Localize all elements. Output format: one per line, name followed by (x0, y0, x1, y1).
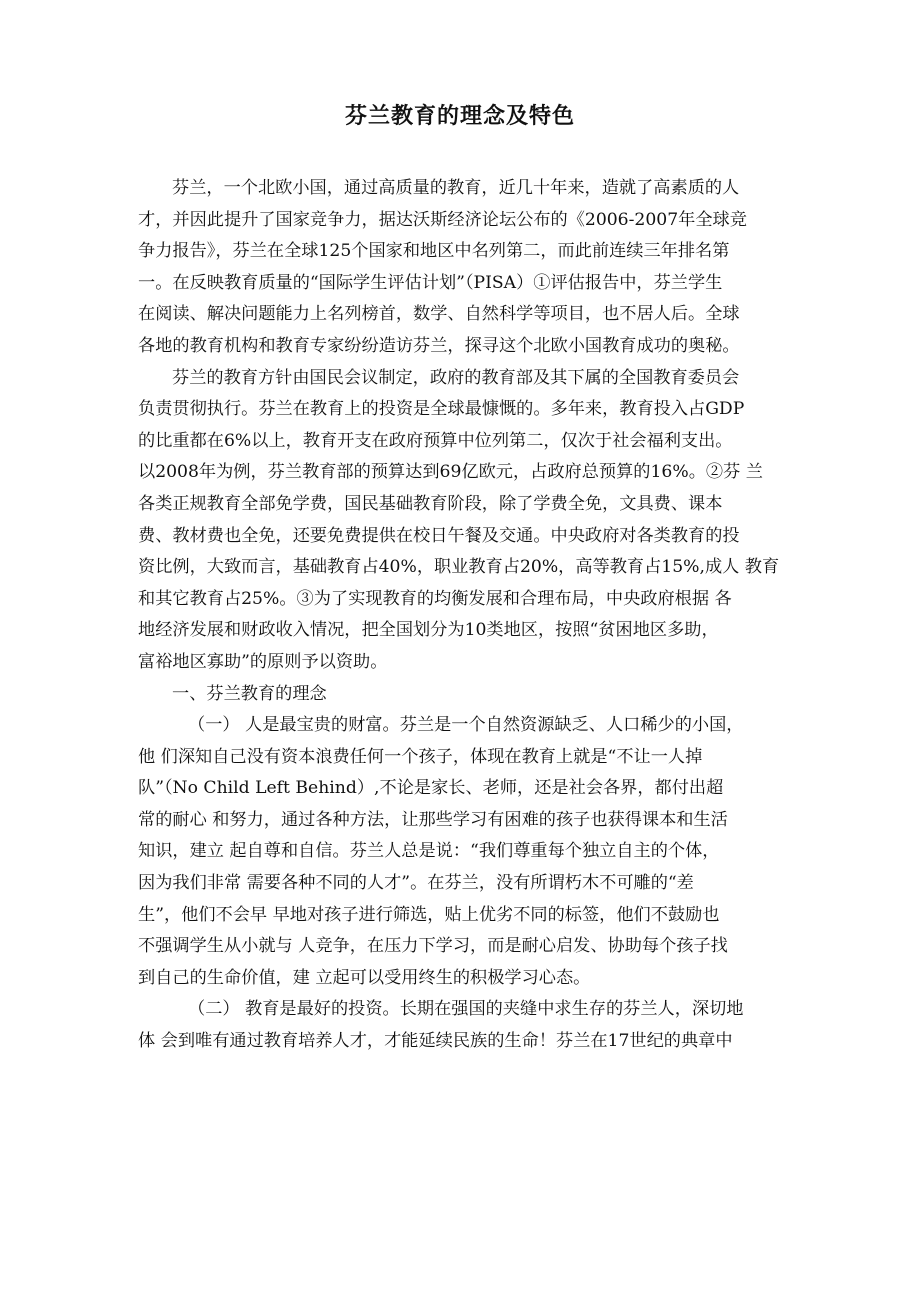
paragraph-line: 因为我们非常 需要各种不同的人才”。在芬兰，没有所谓朽木不可雕的“差 (138, 873, 694, 894)
paragraph-line: 芬兰的教育方针由国民会议制定，政府的教育部及其下属的全国教育委员会 (172, 367, 740, 388)
paragraph-line: 到自己的生命价值，建 立起可以受用终生的积极学习心态。 (138, 967, 591, 988)
document-title: 芬兰教育的理念及特色 (344, 103, 575, 129)
paragraph-line: 在阅读、解决问题能力上名列榜首，数学、自然科学等项目，也不居人后。全球 (138, 304, 740, 325)
paragraph-line: 各类正规教育全部免学费，国民基础教育阶段，除了学费全免，文具费、课本 (138, 493, 723, 514)
paragraph-line: 不强调学生从小就与 人竞争，在压力下学习，而是耐心启发、协助每个孩子找 (138, 936, 728, 957)
paragraph-line: 一。在反映教育质量的“国际学生评估计划”（PISA）①评估报告中，芬兰学生 (138, 272, 723, 293)
paragraph-line: 各地的教育机构和教育专家纷纷造访芬兰，探寻这个北欧小国教育成功的奥秘。 (138, 335, 740, 356)
paragraph-line: （二） 教育是最好的投资。长期在强国的夹缝中求生存的芬兰人，深切地 (188, 999, 744, 1020)
section-heading: 一、芬兰教育的理念 (172, 683, 327, 704)
paragraph-line: 芬兰，一个北欧小国，通过高质量的教育，近几十年来，造就了高素质的人 (172, 178, 740, 198)
paragraph-line: 的比重都在6%以上，教育开支在政府预算中位列第二，仅次于社会福利支出。 (138, 430, 733, 451)
paragraph-line: 生”，他们不会早 早地对孩子进行筛选，贴上优劣不同的标签，他们不鼓励也 (138, 904, 720, 925)
paragraph-line: 知识，建立 起自尊和自信。芬兰人总是说：“我们尊重每个独立自主的个体， (138, 841, 720, 862)
paragraph-line: 常的耐心 和努力，通过各种方法，让那些学习有困难的孩子也获得课本和生活 (138, 809, 728, 830)
paragraph-line: 费、教材费也全免，还要免费提供在校日午餐及交通。中央政府对各类教育的投 (138, 525, 740, 546)
paragraph-line: 他 们深知自己没有资本浪费任何一个孩子，体现在教育上就是“不让一人掉 (138, 746, 703, 767)
paragraph-line: 争力报告》，芬兰在全球125个国家和地区中名列第二，而此前连续三年排名第 (138, 241, 730, 262)
paragraph-line: 富裕地区寡助”的原则予以资助。 (138, 651, 388, 672)
paragraph-line: 资比例，大致而言，基础教育占40%，职业教育占20%，高等教育占15%,成人 教育 (138, 557, 780, 578)
paragraph-line: 体 会到唯有通过教育培养人才，才能延续民族的生命！芬兰在17世纪的典章中 (138, 1031, 733, 1052)
paragraph-line: 才，并因此提升了国家竞争力，据达沃斯经济论坛公布的《2006-2007年全球竞 (138, 209, 747, 230)
paragraph-line: （一） 人是最宝贵的财富。芬兰是一个自然资源缺乏、人口稀少的小国， (188, 715, 744, 736)
paragraph-line: 队”（No Child Left Behind）,不论是家长、老师，还是社会各界，都付出超 (138, 778, 724, 799)
paragraph-line: 和其它教育占25%。③为了实现教育的均衡发展和合理布局，中央政府根据 各 (138, 588, 732, 609)
paragraph-line: 地经济发展和财政收入情况，把全国划分为10类地区，按照“贫困地区多助， (138, 620, 719, 641)
paragraph-line: 以2008年为例，芬兰教育部的预算达到69亿欧元，占政府总预算的16%。②芬 兰 (138, 462, 763, 483)
document-body (138, 173, 788, 1058)
paragraph-line: 负责贯彻执行。芬兰在教育上的投资是全球最慷慨的。多年来，教育投入占GDP (138, 399, 745, 420)
